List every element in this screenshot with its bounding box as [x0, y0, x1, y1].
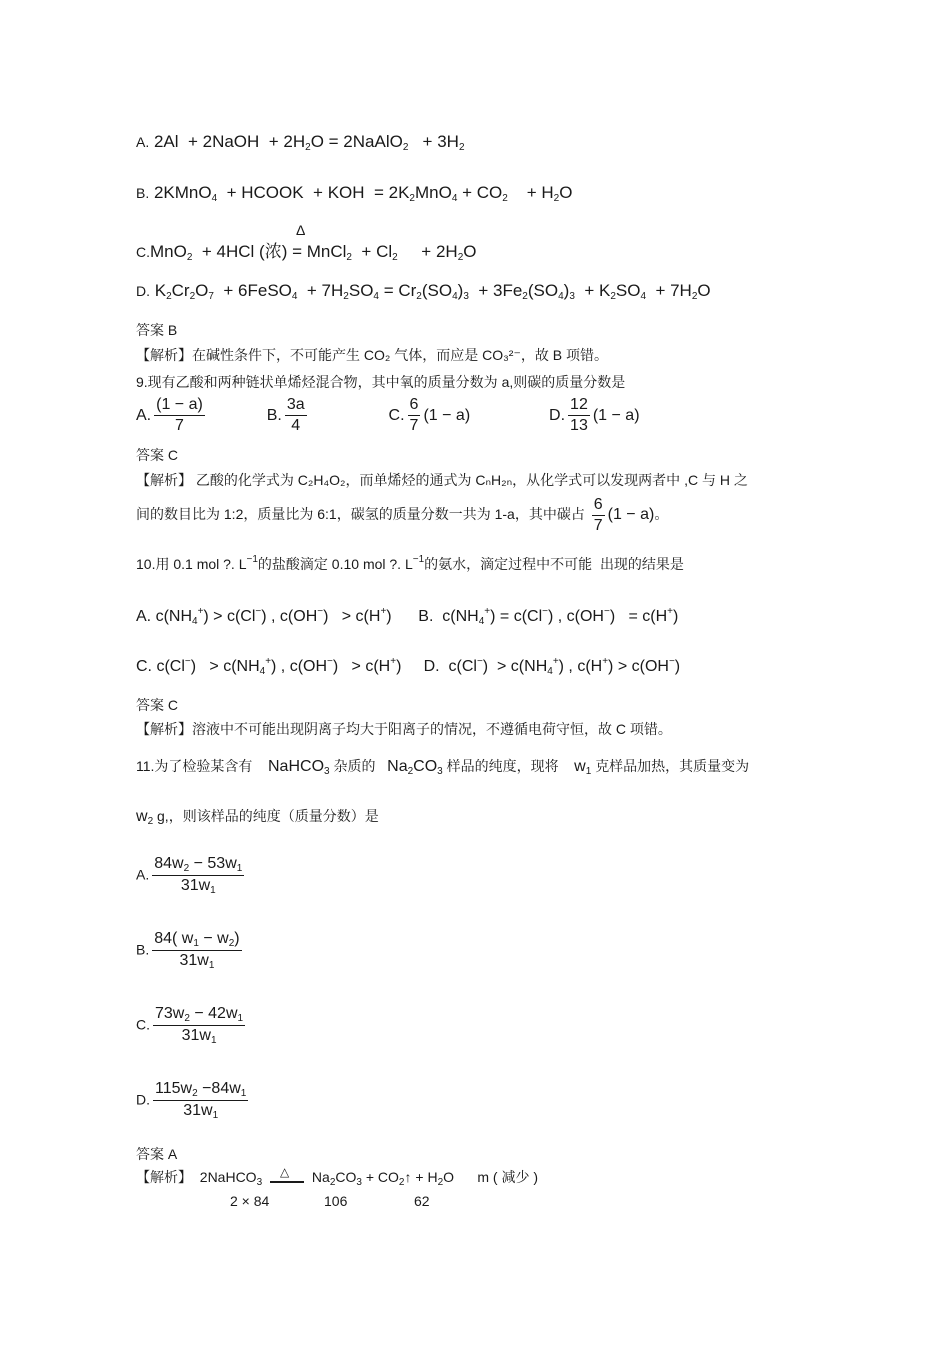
q11-stem-line2: $w_2$ g,，则该样品的纯度（质量分数）是 — [136, 808, 379, 827]
q11-option-c: C. $\frac{73w_2 - 42w_1}{31w_1}$ — [136, 1005, 244, 1046]
q8-answer: 答案 B — [136, 322, 178, 338]
q11-stem-line1: 11.为了检验某含有 NaHCO$_3$ 杂质的 $Na_2CO_3$ 样品的纯度，现将 $w_1$ 克样品加热，其质量变为 — [136, 758, 750, 777]
q9-option-c: C. $\frac{6}{7}$ (1 − a) — [388, 396, 471, 434]
q9-option-a: A. $\frac{(1 - a)}{7}$ — [136, 396, 203, 434]
q9-stem: 9.现有乙酸和两种链状单烯烃混合物，其中氧的质量分数为 a,则碳的质量分数是 — [136, 374, 626, 390]
q8-option-c: C.MnO$_2$ + 4HCl (浓) = MnCl$_2$ + $Cl_2$ + $2H_2O$ — [136, 242, 477, 263]
q9-answer: 答案 C — [136, 447, 178, 463]
q10-options-ab — [136, 606, 678, 627]
q11-answer: 答案 A — [136, 1146, 178, 1162]
q10-option-c: C. $c(Cl^-) > c(NH_4^+)$ , c(OH−) > c(H+) — [136, 656, 402, 677]
q10-emphasis: 不可能 — [550, 556, 593, 572]
heat-delta-icon: Δ — [296, 222, 306, 238]
q10-stem: 10.用 0.1 mol ?. $L^{-1}$的盐酸滴定 0.10 mol ?. $L^{-1}$的氨水，滴定过程中不可能 出现的结果是 — [136, 554, 684, 572]
q11-option-b: B. $\frac{84( w_1 - w_2)}{31w_1}$ — [136, 930, 240, 971]
q8-option-d: D. $K_2Cr_2O_7$ + 6FeSO$_4$ + $7H_2SO_4 = Cr_2(SO_4)_3 + 3Fe_2(SO_4)_3 + K_2SO_4 + 7H_2O$ — [136, 281, 711, 302]
q10-option-a: A. $c(NH_4^+) > c(Cl^-)$ , c(OH−) > c(H+) — [136, 606, 392, 627]
q8-option-a: A. 2Al + 2NaOH + $2H_2O$ = 2NaAlO$_2$ + $3H_2$ — [136, 132, 465, 153]
q9-option-b: B. $\frac{3a}{4}$ — [266, 396, 305, 434]
q9-analysis-line2: 间的数目比为 1:2，质量比为 6:1，碳氢的质量分数一共为 1-a，其中碳占 $\frac{6}{7}$ (1 − a)。 — [136, 496, 669, 534]
q8-option-b: B. 2KMnO$_4$ + HCOOK + KOH = $2K_2MnO_4 + CO_2$ + $H_2O$ — [136, 183, 573, 204]
q9-options — [136, 396, 640, 435]
q10-option-d: D. $c(Cl^-) > c(NH_4^+)$ , c(H+) > c(OH−) — [423, 656, 681, 677]
q10-answer: 答案 C — [136, 697, 178, 713]
q11-mass-row-3: 62 — [414, 1193, 430, 1209]
q11-mass-row-2: 106 — [324, 1193, 348, 1209]
q10-options-cd — [136, 656, 680, 677]
q11-analysis-equation: 【解析】 2NaHCO$_3$ △ $Na_2CO_3$ + $CO_2↑ + H_2O$ m ( 减少 ) — [136, 1165, 539, 1188]
q8-analysis: 【解析】在碱性条件下，不可能产生 CO₂ 气体，而应是 CO₃²⁻，故 B 项错。 — [136, 347, 608, 363]
heat-arrow-icon: △ — [270, 1171, 304, 1185]
q11-option-d: D. $\frac{115w_2 -84w_1}{31w_1}$ — [136, 1080, 247, 1121]
q10-analysis: 【解析】溶液中不可能出现阴离子均大于阳离子的情况，不遵循电荷守恒，故 C 项错。 — [136, 721, 672, 737]
q11-option-a: A. $\frac{84w_2 - 53w_1}{31w_1}$ — [136, 855, 243, 896]
q11-mass-row-1: 2 × 84 — [230, 1193, 270, 1209]
q10-option-b: B. $c(NH_4^+) = c(Cl^-)$ , c(OH−) = c(H+) — [418, 606, 679, 627]
q9-analysis-line1: 【解析】 乙酸的化学式为 C₂H₄O₂，而单烯烃的通式为 CₙH₂ₙ，从化学式可以发现两者中 ,C 与 H 之 — [136, 472, 748, 488]
q9-option-d: D. $\frac{12}{13}$ (1 − a) — [549, 396, 640, 434]
